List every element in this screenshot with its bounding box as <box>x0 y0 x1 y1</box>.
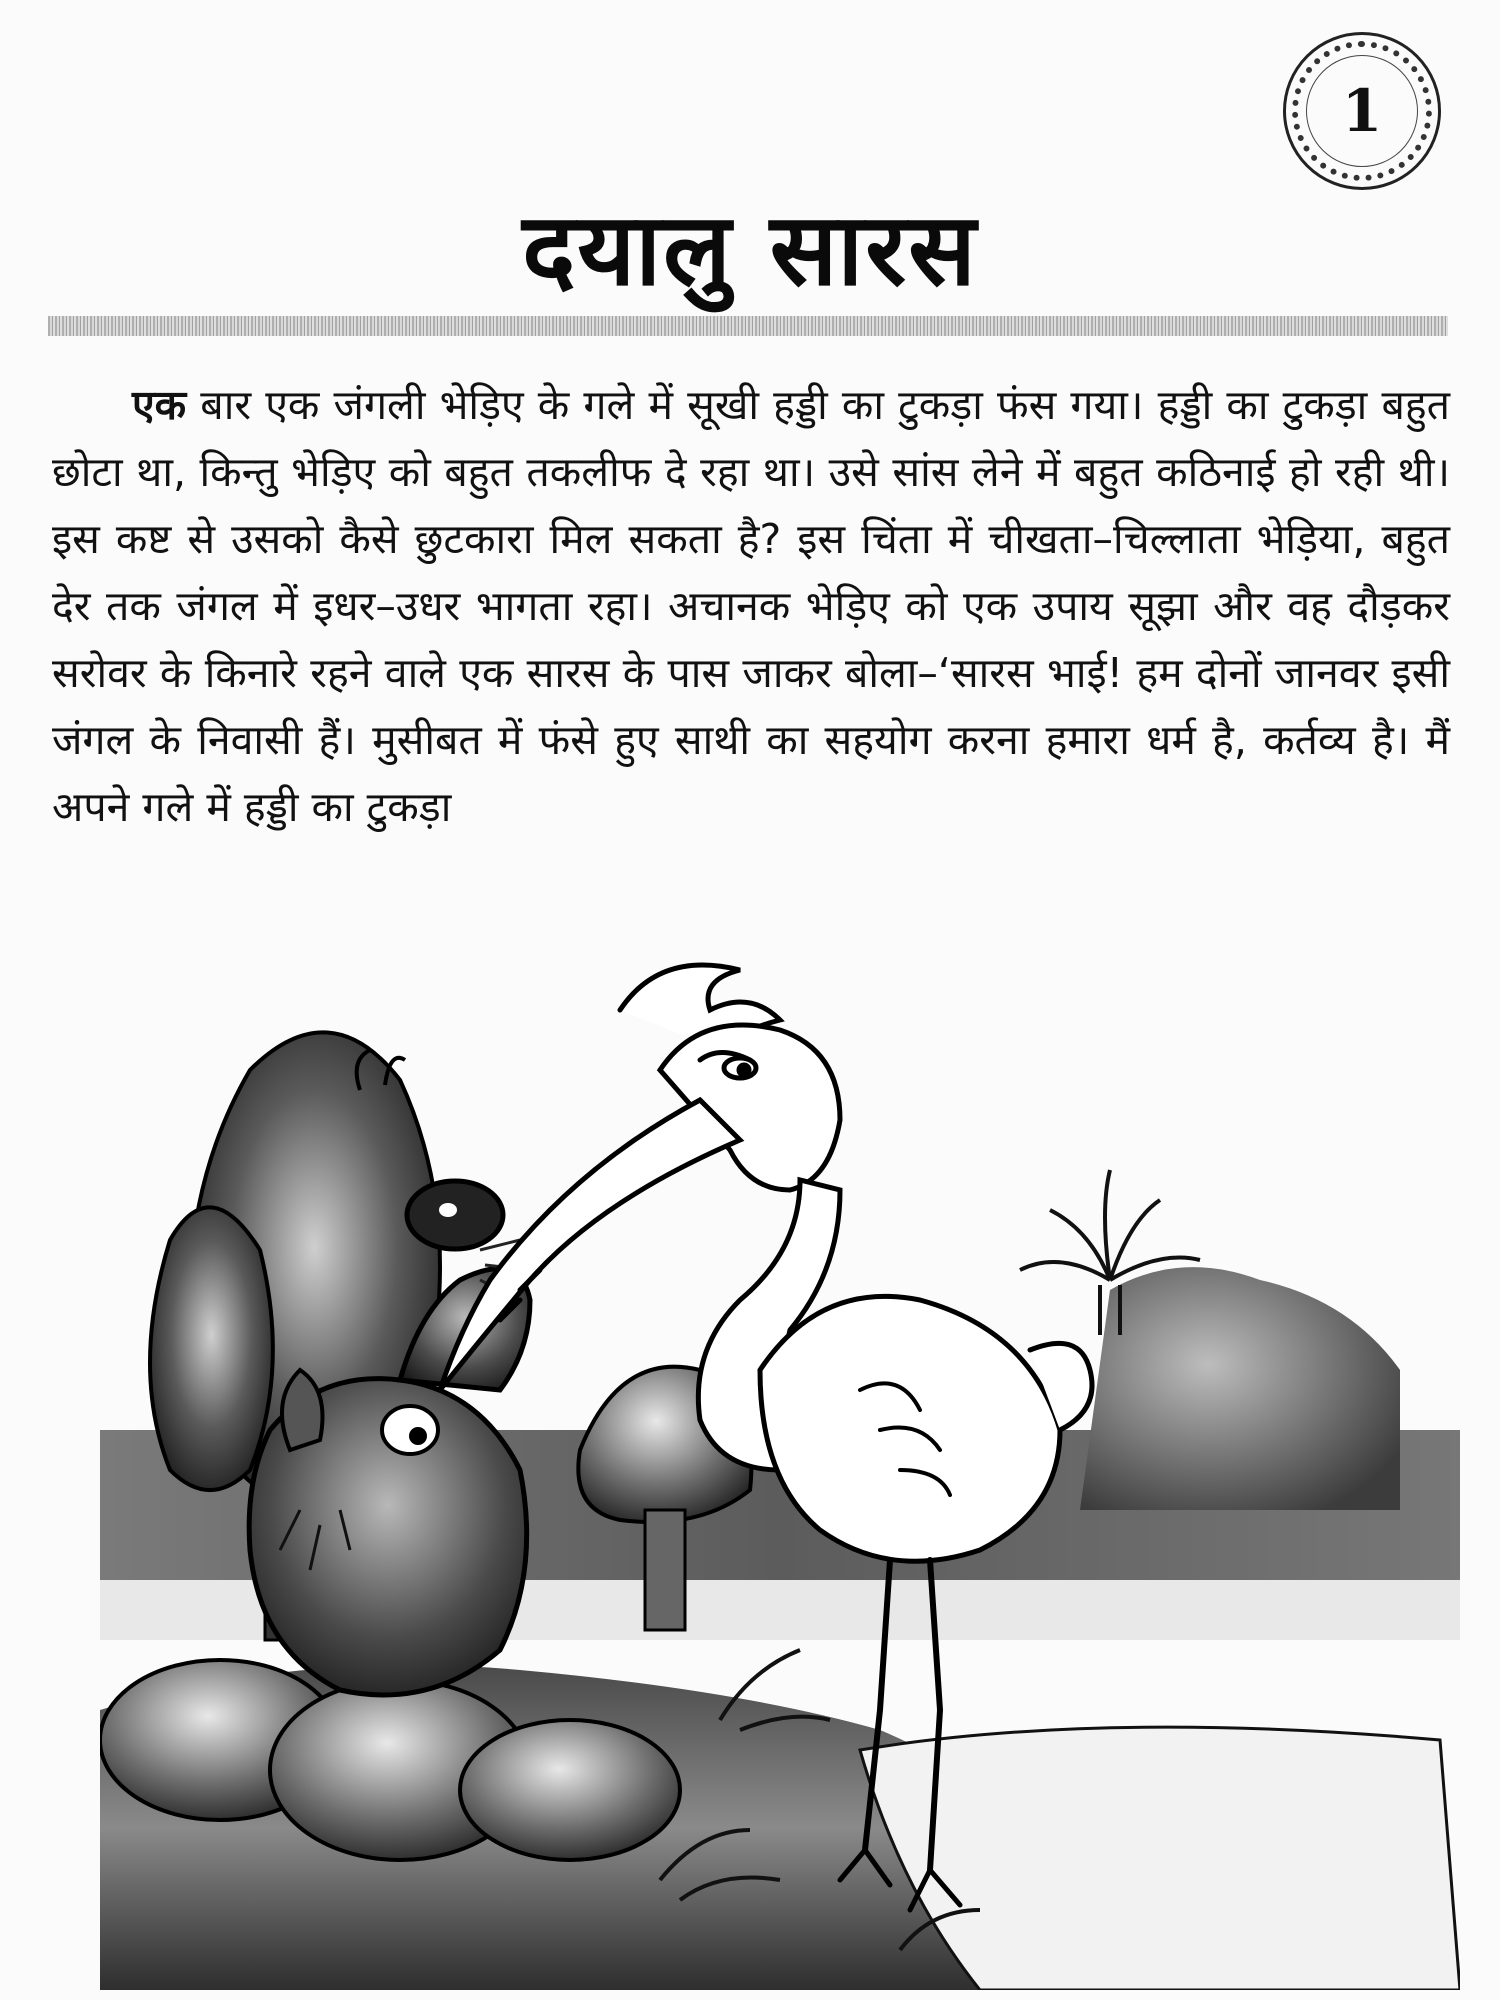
chapter-number: 1 <box>1341 77 1383 145</box>
story-title: दयालु सारस <box>522 191 978 308</box>
title-divider <box>48 316 1448 336</box>
story-lead-word: एक <box>132 381 187 429</box>
small-tree-shape <box>150 1207 273 1490</box>
story-text: बार एक जंगली भेड़िए के गले में सूखी हड्डी का टुकड़ा फंस गया। हड्डी का टुकड़ा बहुत छोटा था, किन्तु भेड़िए को बहुत तकलीफ दे रहा था। उसे सांस लेने में बहुत कठिनाई हो रही थी। इस कष्ट से उसको कैसे छुटकारा मिल सकता है? इस चिंता में चीखता–चिल्लाता भेड़िया, बहुत देर तक जंगल में इधर–उधर भागता रहा। अचानक भेड़िए को एक उपाय सूझा और वह दौड़कर सरोवर के किनारे रहने वाले एक सारस के पास जाकर बोला–‘सारस भाई! हम दोनों जानवर इसी जंगल के निवासी हैं। मुसीबत में फंसे हुए साथी का सहयोग करना हमारा धर्म है, कर्तव्य है। मैं अपने गले में हड्डी का टुकड़ा <box>52 381 1450 831</box>
bush-shape <box>1080 1267 1400 1510</box>
wolf-and-crane-illustration <box>100 950 1460 1990</box>
chapter-badge <box>1283 32 1441 190</box>
pond-water <box>860 1727 1460 1990</box>
story-paragraph <box>52 372 1450 841</box>
